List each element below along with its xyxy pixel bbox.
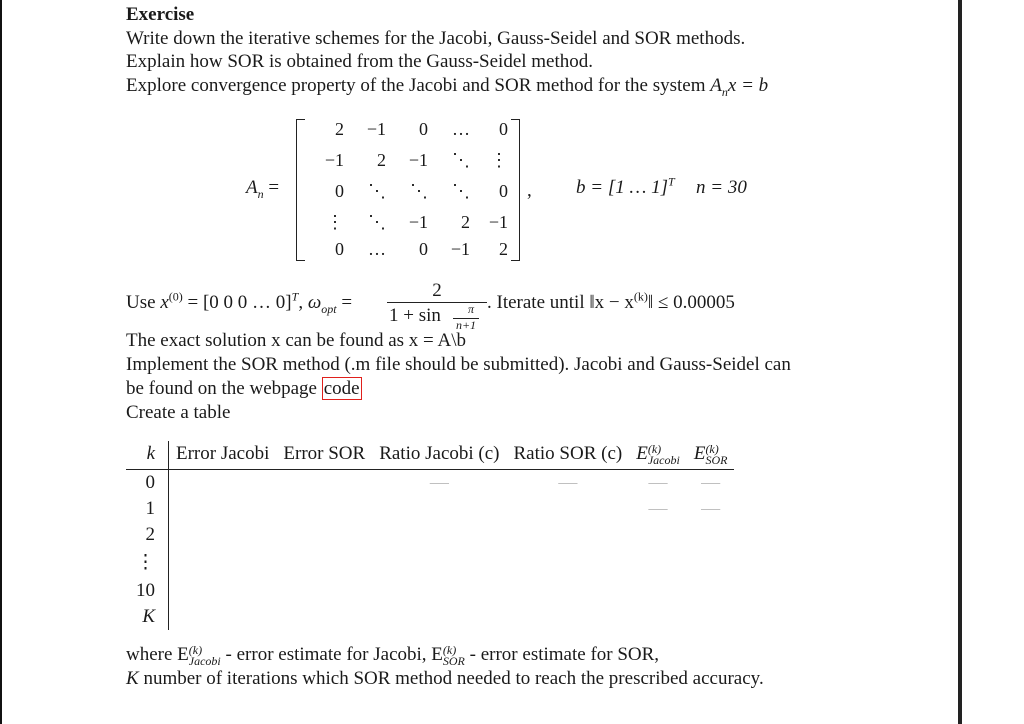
explore-line (126, 75, 768, 97)
footer-K: K (126, 668, 139, 689)
header-error-sor: Error SOR (276, 441, 372, 469)
x0-value: = [0 0 0 … 0] (187, 292, 292, 313)
n-definition: n = 30 (696, 177, 747, 198)
matrix-cell: −1 (366, 119, 386, 139)
instruction-line-1: Write down the iterative schemes for the Jacobi, Gauss-Seidel and SOR methods. (126, 28, 746, 49)
matrix-cell: 2 (461, 212, 470, 232)
matrix-cell: ⋱ (452, 150, 470, 170)
omega-denominator (389, 305, 441, 327)
e-sor-E: E (693, 443, 706, 464)
matrix-lhs-A: A (246, 177, 258, 198)
dash-cell: — (648, 497, 668, 519)
system-rest: x = b (727, 75, 769, 96)
cell (169, 469, 277, 496)
header-k: k (126, 441, 169, 469)
header-e-sor (687, 441, 735, 469)
b-def-text: b = [1 … 1] (576, 177, 669, 198)
omega-sub: opt (321, 301, 337, 316)
cell (507, 496, 630, 522)
x0-symbol: x (160, 292, 169, 313)
footer-line-2 (126, 668, 764, 690)
pi-symbol: π (467, 302, 474, 316)
matrix-left-bracket (296, 119, 305, 261)
matrix-cell: −1 (408, 150, 428, 170)
system-A-sub: n (721, 84, 728, 99)
matrix-cell: ⋱ (410, 181, 428, 201)
dash-cell: — (701, 471, 721, 493)
table-header-row (126, 441, 734, 469)
matrix-cell: ⋱ (368, 212, 386, 232)
b-definition (576, 174, 675, 199)
dash-cell: — (429, 471, 449, 493)
e-jacobi-E: E (636, 443, 648, 464)
create-table-line: Create a table (126, 402, 231, 423)
footer-line2-text: number of iterations which SOR method needed to reach the prescribed accuracy. (138, 668, 764, 689)
iterate-until (487, 289, 735, 314)
system-A: A (710, 75, 722, 96)
table-row (126, 604, 734, 630)
footer-end: - error estimate for SOR, (464, 644, 660, 665)
matrix-cell: ⋮ (326, 212, 344, 232)
cell (276, 496, 372, 522)
table-row (126, 522, 734, 548)
cell (276, 469, 372, 496)
matrix-cell: … (368, 239, 386, 259)
table-row (126, 548, 734, 578)
iterate-sup: (k) (633, 289, 648, 304)
matrix-cell: 0 (419, 239, 428, 259)
webpage-line (126, 378, 362, 400)
footer-sup1: (k) (188, 642, 203, 657)
matrix-cell: 0 (499, 181, 508, 201)
n-plus-1: n+1 (455, 318, 477, 332)
footer-mid: - error estimate for Jacobi, E (220, 644, 443, 665)
matrix-cell: 0 (335, 181, 344, 201)
tolerance-text: ‖ ≤ 0.00005 (647, 292, 735, 313)
row-k: K (126, 604, 169, 630)
header-e-jacobi (629, 441, 687, 469)
matrix-cell: 2 (499, 239, 508, 259)
exact-solution-line: The exact solution x can be found as x = A\b (126, 330, 466, 351)
matrix-cell: −1 (450, 239, 470, 259)
matrix-cell: 0 (499, 119, 508, 139)
e-sor-sup: (k) (705, 441, 719, 456)
use-word: Use (126, 292, 156, 313)
footer-sup2: (k) (442, 642, 457, 657)
cell (372, 496, 506, 522)
table-row (126, 469, 734, 496)
header-ratio-sor: Ratio SOR (c) (507, 441, 630, 469)
omega-numerator: 2 (432, 280, 442, 301)
use-line-start: Use $x^{(0)} = [0$ 0 0 … 0]$^T$, $\omega_{opt}$ = (126, 289, 353, 316)
cell (169, 496, 277, 522)
matrix-cell: 2 (335, 119, 344, 139)
footer-where: where E (126, 644, 189, 665)
results-table (126, 441, 734, 630)
matrix-right-bracket (511, 119, 520, 261)
found-text: be found on the webpage (126, 378, 317, 399)
header-error-jacobi: Error Jacobi (169, 441, 277, 469)
row-k: 2 (126, 522, 169, 548)
matrix-cell: 0 (335, 239, 344, 259)
e-jacobi-sup: (k) (647, 441, 662, 456)
matrix-cell: 0 (419, 119, 428, 139)
dash-cell: — (648, 471, 668, 493)
footer-sub2: SOR (442, 653, 465, 668)
matrix-An (296, 119, 520, 260)
omega-den-prefix: 1 + sin (389, 305, 441, 326)
outside-margin (962, 0, 1024, 724)
table-row (126, 496, 734, 522)
matrix-cell: −1 (488, 212, 508, 232)
code-link[interactable]: code (323, 378, 360, 399)
matrix-cell: 2 (377, 150, 386, 170)
matrix-cell: ⋱ (368, 181, 386, 201)
omega-symbol: ω (307, 292, 322, 313)
omega-equals: = (341, 292, 353, 313)
row-k: 0 (126, 469, 169, 496)
row-k: 1 (126, 496, 169, 522)
exercise-heading: Exercise (126, 4, 195, 25)
row-k: ⋮ (126, 548, 169, 578)
x0-value-sup: T (291, 289, 299, 304)
dash-cell: — (558, 471, 578, 493)
b-def-sup: T (668, 174, 675, 189)
footer-sub1: Jacobi (188, 653, 221, 668)
footer-line-1 (126, 644, 659, 667)
matrix-cell: … (452, 119, 470, 139)
iterate-text: . Iterate until ‖x − x (487, 292, 634, 313)
x0-sup: (0) (168, 289, 183, 304)
header-ratio-jacobi: Ratio Jacobi (c) (372, 441, 506, 469)
dash-cell: — (701, 497, 721, 519)
e-jacobi-sub: Jacobi (647, 452, 680, 467)
matrix-cell: ⋮ (490, 150, 508, 170)
instruction-line-2: Explain how SOR is obtained from the Gauss-Seidel method. (126, 51, 594, 72)
matrix-lhs (246, 177, 279, 199)
matrix-cell: −1 (408, 212, 428, 232)
explore-text: Explore convergence property of the Jacobi and SOR method for the system (126, 75, 706, 96)
table-row (126, 578, 734, 604)
implement-line: Implement the SOR method (.m file should be submitted). Jacobi and Gauss-Seidel can (126, 354, 791, 375)
matrix-cell: −1 (324, 150, 344, 170)
matrix-comma: , (527, 180, 532, 201)
e-sor-sub: SOR (705, 452, 728, 467)
row-k: 10 (126, 578, 169, 604)
matrix-lhs-sub: n (257, 186, 264, 201)
matrix-cell: ⋱ (452, 181, 470, 201)
matrix-equals: = (268, 177, 280, 198)
